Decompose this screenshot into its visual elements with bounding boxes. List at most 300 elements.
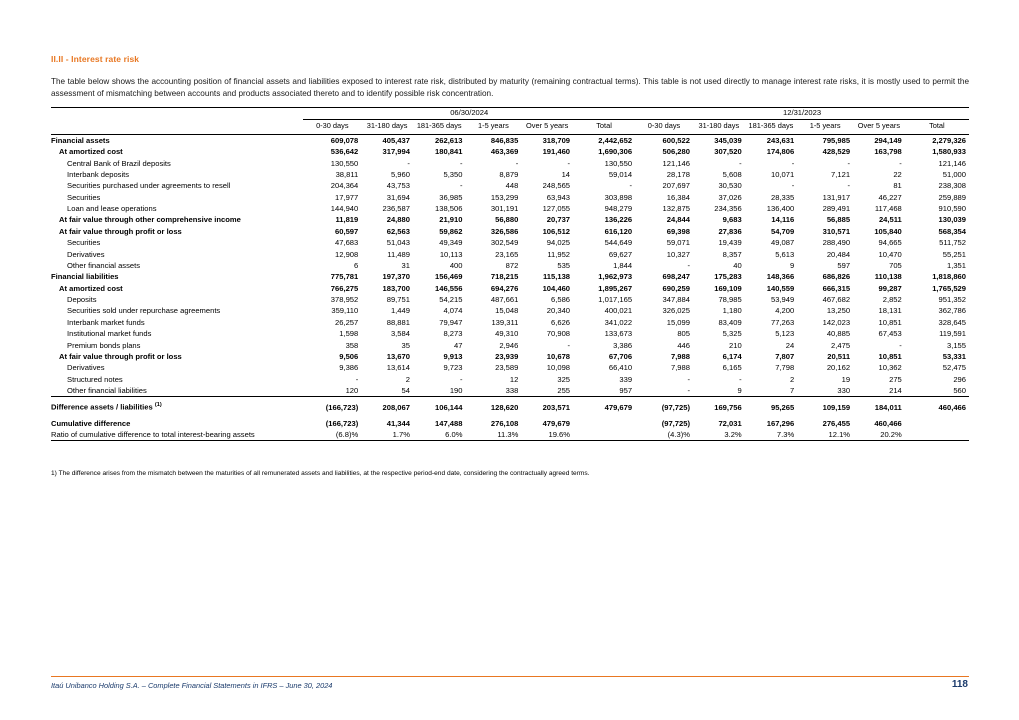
cell-value: 7,807: [775, 351, 795, 361]
cell-value: 11.3%: [465, 429, 521, 441]
cell-value: 3,584: [390, 329, 410, 339]
cell-value: 16,384: [666, 192, 690, 202]
cell-value: 56,880: [495, 215, 519, 225]
cell-value: 138,506: [435, 204, 463, 214]
cell-value: 318,709: [542, 135, 571, 145]
cell-value: 43,753: [386, 181, 410, 191]
cell-value: 105,840: [874, 226, 902, 236]
cell-value: 255: [521, 385, 573, 397]
cell-value: 536,642: [330, 147, 359, 157]
group-header-row: [51, 108, 969, 120]
cell-value: 775,781: [330, 272, 359, 282]
cell-value: 511,752: [939, 238, 966, 248]
cell-value: 6.0%: [413, 429, 466, 441]
cell-value: 347,884: [662, 295, 690, 305]
cell-value: 95,265: [770, 402, 795, 412]
cell-value: 19,439: [718, 238, 742, 248]
cell-value: 2,442,652: [598, 135, 633, 145]
cell-value: 136,400: [766, 204, 795, 214]
cell-value: 54: [361, 385, 413, 397]
cell-value: [573, 413, 635, 429]
row-label: At amortized cost: [59, 147, 123, 157]
cell-value: 1,844: [613, 260, 633, 270]
cell-value: [573, 429, 635, 441]
cell-value: -: [567, 158, 571, 168]
cell-value: 262,613: [435, 135, 463, 145]
row-label: At amortized cost: [59, 283, 123, 293]
cell-value: 88,881: [386, 317, 410, 327]
cell-value: 127,055: [542, 204, 571, 214]
cell-value: 23,589: [495, 363, 519, 373]
cell-value: 544,649: [604, 238, 633, 248]
cell-value: -: [739, 158, 742, 168]
cell-value: 288,490: [822, 238, 851, 248]
cell-value: 951,352: [938, 295, 966, 305]
cell-value: 7.3%: [745, 429, 798, 441]
table-footnote: 1) The difference arises from the mismatch between the maturities of all remunerated assets and liabilities, at the respective period-end date, considering the contractually agreed terms.: [51, 470, 590, 477]
cell-value: 8,273: [443, 329, 463, 339]
cell-value: 115,138: [543, 272, 571, 282]
cell-value: 259,889: [938, 192, 966, 202]
cell-value: 568,354: [938, 226, 966, 236]
cell-value: 4,074: [443, 306, 463, 316]
cell-value: -: [847, 158, 851, 168]
cell-value: 21,910: [439, 215, 463, 225]
cell-value: 3,386: [613, 340, 633, 350]
cell-value: 174,806: [766, 147, 795, 157]
cell-value: 9,723: [443, 363, 463, 373]
cell-value: (166,723): [325, 418, 359, 428]
cell-value: 766,275: [330, 283, 359, 293]
section-title: II.II - Interest rate risk: [51, 54, 140, 64]
cell-value: 77,263: [770, 317, 795, 327]
row-label: Derivatives: [67, 363, 105, 373]
cell-value: 20,340: [546, 306, 571, 316]
cell-value: -: [687, 374, 690, 384]
row-label: Other financial assets: [67, 260, 141, 270]
cell-value: 326,586: [490, 226, 519, 236]
cell-value: 183,700: [382, 283, 410, 293]
col-header-over-5-years-p1: Over 5 years: [521, 120, 573, 135]
col-header-0-30-days-p2: 0-30 days: [635, 120, 693, 135]
col-header-1-5-years-p1: 1-5 years: [465, 120, 521, 135]
cell-value: 2,852: [882, 295, 902, 305]
cell-value: 31: [401, 260, 410, 270]
cell-value: 28,335: [770, 192, 795, 202]
cell-value: 5,350: [443, 169, 463, 179]
cell-value: 276,108: [490, 418, 519, 428]
cell-value: -: [791, 158, 795, 168]
table-row: [51, 282, 969, 293]
table-row: [51, 271, 969, 282]
cell-value: 119,591: [939, 329, 966, 339]
interest-rate-risk-table: [51, 107, 969, 441]
cell-value: 7,798: [775, 363, 795, 373]
cell-value: 20.2%: [853, 429, 905, 441]
cell-value: 49,349: [439, 238, 463, 248]
cell-value: 36,985: [439, 192, 463, 202]
col-header-31-180-days-p1: 31-180 days: [361, 120, 413, 135]
cell-value: 362,786: [938, 306, 966, 316]
cell-value: 99,287: [878, 283, 902, 293]
table-row: [51, 203, 969, 214]
table-row: [51, 294, 969, 305]
cell-value: 69,398: [666, 226, 690, 236]
cell-value: 5,325: [722, 329, 742, 339]
cell-value: 310,571: [822, 226, 851, 236]
row-label: Derivatives: [67, 249, 105, 259]
table-row: [51, 413, 969, 429]
cell-value: 795,985: [822, 135, 851, 145]
row-label: Structured notes: [67, 374, 123, 384]
cell-value: 13,614: [386, 363, 410, 373]
cell-value: 448: [505, 181, 519, 191]
cell-value: 140,559: [766, 283, 795, 293]
cell-value: 1,962,973: [598, 272, 633, 282]
cell-value: 47,683: [335, 238, 359, 248]
cell-value: -: [635, 385, 693, 397]
cell-value: 326,025: [662, 306, 690, 316]
page-number: 118: [951, 679, 968, 690]
cell-value: 62,563: [386, 226, 410, 236]
cell-value: 479,679: [604, 402, 633, 412]
table-row: [51, 317, 969, 328]
cell-value: 53,331: [942, 351, 966, 361]
cell-value: 81: [893, 181, 902, 191]
cell-value: -: [515, 158, 519, 168]
cell-value: 4,200: [775, 306, 795, 316]
cell-value: 117,468: [874, 204, 902, 214]
cell-value: 2: [789, 374, 795, 384]
cell-value: 8,357: [722, 249, 742, 259]
section-intro-paragraph: The table below shows the accounting position of financial assets and liabilities exposed to interest rate risk, distributed by maturity (remaining contractual terms). This table is not used directly to manage interest rate risks, it is mostly used to permit the assessment of mismatching between accounts and products associated thereto and to identify possible risk concentration.: [51, 77, 969, 98]
cell-value: 1.7%: [361, 429, 413, 441]
cell-value: 1,180: [722, 306, 742, 316]
cell-value: 67,706: [608, 351, 633, 361]
cell-value: 142,023: [822, 317, 851, 327]
cell-value: 12.1%: [797, 429, 853, 441]
cell-value: -: [407, 158, 410, 168]
cell-value: 359,110: [331, 306, 359, 316]
cell-value: 1,017,165: [598, 295, 633, 305]
row-label: Financial assets: [51, 135, 110, 145]
cell-value: 616,120: [604, 226, 633, 236]
cell-value: 872: [505, 260, 519, 270]
cell-value: (97,725): [661, 418, 690, 428]
cell-value: 597: [837, 260, 851, 270]
cell-value: 133,673: [604, 329, 633, 339]
cell-value: 910,590: [938, 204, 966, 214]
cell-value: 460,466: [874, 418, 902, 428]
cell-value: 89,751: [386, 295, 410, 305]
table-row: [51, 214, 969, 225]
cell-value: 41,344: [386, 418, 410, 428]
cell-value: 345,039: [714, 135, 742, 145]
cell-value: 13,670: [386, 351, 410, 361]
cell-value: 506,280: [662, 147, 690, 157]
cell-value: 20,737: [546, 215, 571, 225]
cell-value: 694,276: [490, 283, 519, 293]
cell-value: 9,683: [722, 215, 742, 225]
cell-value: 24: [785, 340, 795, 350]
row-label: Other financial liabilities: [51, 385, 303, 397]
cell-value: 47: [454, 340, 463, 350]
table-row: [51, 429, 969, 441]
cell-value: 9: [693, 385, 745, 397]
cell-value: -: [687, 260, 690, 270]
table-row: [51, 180, 969, 191]
cell-value: 169,756: [714, 402, 742, 412]
row-label: At fair value through other comprehensive income: [59, 215, 241, 225]
cell-value: -: [791, 181, 795, 191]
cell-value: -: [629, 181, 633, 191]
cell-value: 10,851: [878, 351, 902, 361]
cell-value: [905, 429, 969, 441]
cell-value: 20,162: [826, 363, 851, 373]
cell-value: 23,165: [495, 249, 519, 259]
col-header-181-365-days-p1: 181-365 days: [413, 120, 466, 135]
cell-value: 128,620: [490, 402, 519, 412]
cell-value: 1,449: [390, 306, 410, 316]
cell-value: 35: [401, 340, 410, 350]
cell-value: 338: [465, 385, 521, 397]
cell-value: [905, 413, 969, 429]
cell-value: 148,366: [766, 272, 795, 282]
cell-value: 54,709: [770, 226, 795, 236]
cell-value: 718,215: [490, 272, 519, 282]
cell-value: 609,078: [330, 135, 359, 145]
cell-value: 339: [619, 374, 633, 384]
cell-value: 7,121: [831, 169, 851, 179]
cell-value: 204,364: [330, 181, 359, 191]
cell-value: 22: [893, 169, 902, 179]
table-row: [51, 134, 969, 146]
cell-value: 18,131: [878, 306, 902, 316]
cell-value: 23,939: [495, 351, 519, 361]
cell-value: 40,885: [826, 329, 851, 339]
row-label: Difference assets / liabilities $^{(1)}$: [51, 402, 162, 412]
row-label: Financial liabilities: [51, 272, 119, 282]
cell-value: 446: [677, 340, 690, 350]
cell-value: 686,826: [822, 272, 851, 282]
table-row: [51, 248, 969, 259]
cell-value: 83,409: [718, 317, 742, 327]
cell-value: 15,099: [666, 317, 690, 327]
cell-value: 6,586: [551, 295, 571, 305]
cell-value: 705: [889, 260, 902, 270]
cell-value: 666,315: [822, 283, 851, 293]
cell-value: 317,994: [382, 147, 410, 157]
footer-document-title: Itaú Unibanco Holding S.A. – Complete Financial Statements in IFRS – June 30, 2024: [51, 681, 333, 690]
cell-value: 56,885: [826, 215, 851, 225]
cell-value: 1,765,529: [932, 283, 966, 293]
cell-value: 5,123: [775, 329, 795, 339]
cell-value: 2,946: [499, 340, 519, 350]
cell-value: 132,875: [662, 204, 690, 214]
row-label: Institutional market funds: [67, 329, 152, 339]
cell-value: 5,960: [390, 169, 410, 179]
cell-value: 10,851: [878, 317, 902, 327]
cell-value: 12: [509, 374, 519, 384]
cell-value: 136,226: [604, 215, 633, 225]
col-header-over-5-years-p2: Over 5 years: [853, 120, 905, 135]
cell-value: 303,898: [604, 192, 633, 202]
cell-value: 169,109: [714, 283, 742, 293]
row-label: At fair value through profit or loss: [59, 226, 182, 236]
cell-value: 11,819: [335, 215, 359, 225]
cell-value: 9,506: [339, 351, 359, 361]
cell-value: 358: [345, 340, 359, 350]
footnote-marker: (1): [154, 402, 162, 408]
cell-value: 698,247: [662, 272, 690, 282]
table-row: [51, 305, 969, 316]
cell-value: 307,520: [714, 147, 742, 157]
cell-value: 8,879: [499, 169, 519, 179]
cell-value: 600,522: [662, 135, 690, 145]
cell-value: 131,917: [822, 192, 851, 202]
cell-value: 9,386: [339, 363, 359, 373]
row-label: Ratio of cumulative difference to total interest-bearing assets: [51, 429, 303, 441]
cell-value: 12,908: [335, 249, 359, 259]
cell-value: 17,977: [335, 192, 359, 202]
cell-value: 10,071: [770, 169, 795, 179]
cell-value: 51,043: [386, 238, 410, 248]
cell-value: 53,949: [770, 295, 795, 305]
cell-value: 15,048: [495, 306, 519, 316]
col-header-31-180-days-p2: 31-180 days: [693, 120, 745, 135]
table-row: [51, 328, 969, 339]
cell-value: 59,862: [439, 226, 463, 236]
cell-value: 560: [905, 385, 969, 397]
cell-value: 49,087: [770, 238, 795, 248]
cell-value: 2: [405, 374, 410, 384]
cell-value: 38,811: [335, 169, 359, 179]
table-row: [51, 385, 969, 397]
cell-value: 121,146: [662, 158, 690, 168]
table-row: [51, 169, 969, 180]
cell-value: 405,437: [382, 135, 410, 145]
cell-value: 55,251: [942, 249, 966, 259]
cell-value: 94,665: [878, 238, 902, 248]
cell-value: -: [899, 158, 902, 168]
cell-value: 1,351: [946, 260, 966, 270]
row-label: Interbank market funds: [67, 317, 145, 327]
cell-value: 14,116: [771, 215, 795, 225]
cell-value: 180,841: [435, 147, 463, 157]
cell-value: 296: [953, 374, 966, 384]
cell-value: 191,460: [542, 147, 571, 157]
cell-value: 210: [729, 340, 742, 350]
cell-value: 2,475: [831, 340, 851, 350]
cell-value: -: [739, 374, 742, 384]
table-body: [51, 134, 969, 441]
cell-value: 110,138: [874, 272, 902, 282]
cell-value: 428,529: [822, 147, 851, 157]
cell-value: 400,021: [604, 306, 633, 316]
col-header-total-p2: Total: [905, 120, 969, 135]
cell-value: 276,455: [822, 418, 851, 428]
cell-value: 11,489: [387, 249, 410, 259]
cell-value: 72,031: [718, 418, 742, 428]
cell-value: 487,661: [490, 295, 519, 305]
table-row: [51, 373, 969, 384]
cell-value: 51,000: [942, 169, 966, 179]
cell-value: (6.8)%: [303, 429, 361, 441]
cell-value: 70,908: [546, 329, 571, 339]
cell-value: (166,723): [325, 402, 359, 412]
cell-value: 10,327: [666, 249, 690, 259]
cell-value: 26,257: [335, 317, 359, 327]
cell-value: 59,014: [608, 169, 633, 179]
cell-value: 37,026: [718, 192, 742, 202]
column-header-row: [51, 120, 969, 135]
table-row: [51, 237, 969, 248]
footer-divider: [51, 676, 969, 677]
cell-value: 69,627: [608, 249, 633, 259]
cell-value: 9: [789, 260, 795, 270]
col-header-1-5-years-p2: 1-5 years: [797, 120, 853, 135]
cell-value: 948,279: [604, 204, 633, 214]
row-label: Interbank deposits: [67, 169, 130, 179]
cell-value: -: [355, 374, 359, 384]
cell-value: 190: [413, 385, 466, 397]
cell-value: 59,071: [666, 238, 690, 248]
cell-value: 400: [449, 260, 463, 270]
cell-value: 67,453: [878, 329, 902, 339]
cell-value: 147,488: [435, 418, 463, 428]
cell-value: 1,580,933: [932, 147, 966, 157]
cell-value: 24,511: [878, 215, 902, 225]
table-row: [51, 260, 969, 271]
cell-value: 846,835: [490, 135, 519, 145]
cell-value: 957: [573, 385, 635, 397]
cell-value: 341,022: [604, 317, 633, 327]
cell-value: -: [567, 340, 571, 350]
table-row: [51, 397, 969, 413]
cell-value: 2,279,326: [932, 135, 966, 145]
cell-value: 10,362: [878, 363, 902, 373]
cell-value: 6,174: [722, 351, 742, 361]
cell-value: 275: [889, 374, 902, 384]
cell-value: 106,144: [435, 402, 463, 412]
cell-value: 243,631: [766, 135, 795, 145]
table-row: [51, 339, 969, 350]
row-label: Securities purchased under agreements to resell: [67, 181, 231, 191]
cell-value: 13,250: [826, 306, 851, 316]
cell-value: -: [459, 374, 463, 384]
cell-value: 40: [733, 260, 742, 270]
cell-value: 203,571: [542, 402, 571, 412]
cell-value: 10,113: [439, 249, 463, 259]
cell-value: 302,549: [490, 238, 519, 248]
cell-value: 63,943: [546, 192, 571, 202]
cell-value: 121,146: [938, 158, 966, 168]
cell-value: 130,550: [604, 158, 633, 168]
cell-value: 328,645: [938, 317, 966, 327]
table-row: [51, 362, 969, 373]
table-row: [51, 226, 969, 237]
cell-value: 463,369: [490, 147, 519, 157]
col-header-0-30-days-p1: 0-30 days: [303, 120, 361, 135]
cell-value: 94,025: [546, 238, 571, 248]
cell-value: 301,191: [490, 204, 519, 214]
row-label: Premium bonds plans: [67, 340, 141, 350]
cell-value: 146,556: [435, 283, 463, 293]
cell-value: 10,470: [878, 249, 902, 259]
cell-value: 238,308: [938, 181, 966, 191]
cell-value: 46,227: [878, 192, 902, 202]
cell-value: 479,679: [542, 418, 571, 428]
